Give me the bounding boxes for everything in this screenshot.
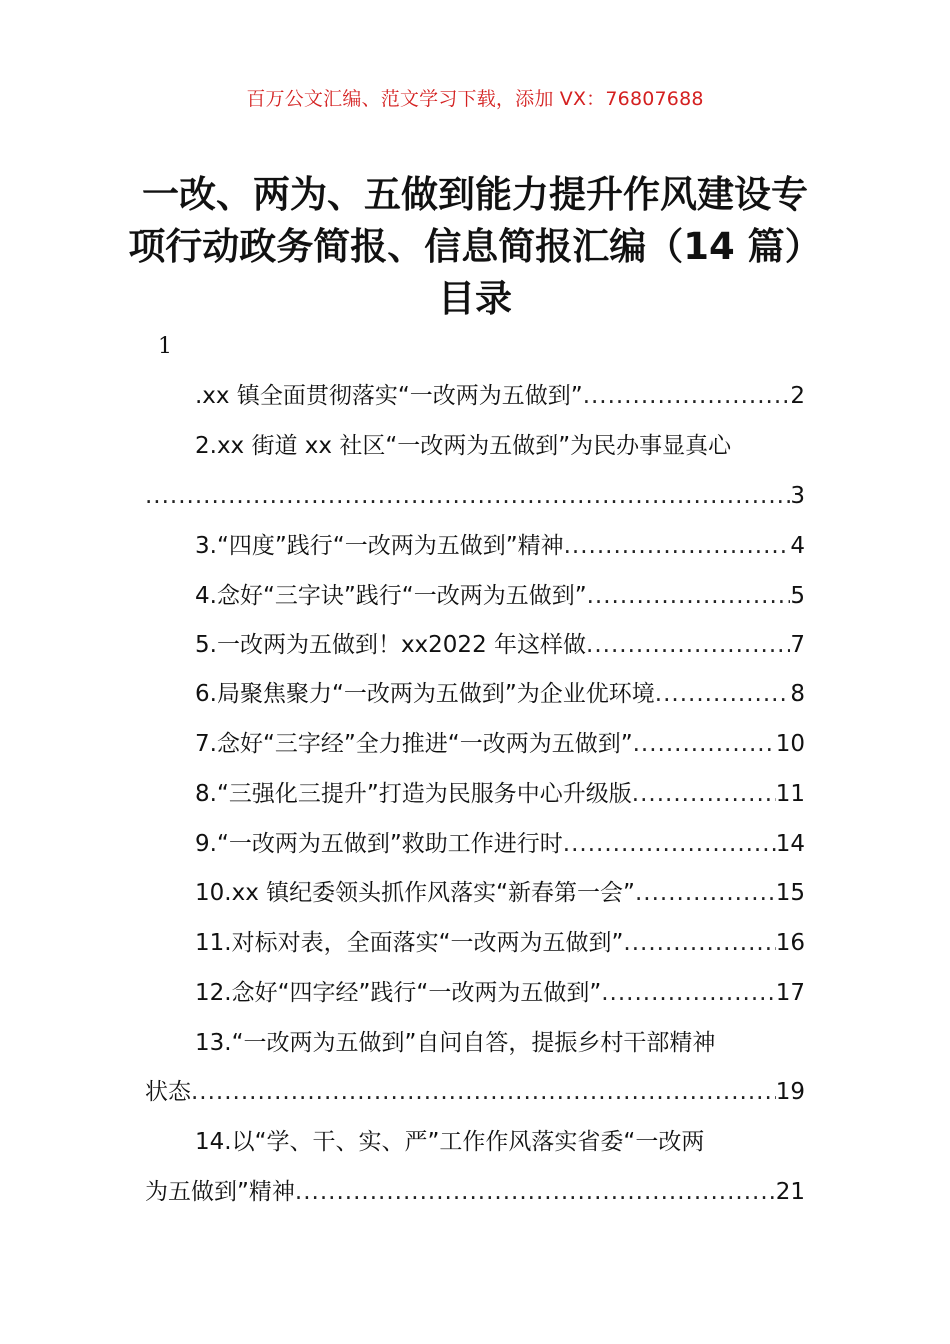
toc-entry-page: 7 xyxy=(790,632,805,658)
toc-entry[interactable] xyxy=(145,580,805,612)
toc-entry[interactable] xyxy=(145,977,805,1009)
toc-heading: 目录 xyxy=(438,277,512,320)
toc-entry-page: 8 xyxy=(790,681,805,707)
toc-entry[interactable] xyxy=(145,530,805,562)
toc-leader-dots xyxy=(587,580,791,612)
toc-leader-dots xyxy=(145,480,790,512)
toc-entry[interactable] xyxy=(145,678,805,710)
toc-entry-text: 10.xx 镇纪委领头抓作风落实“新春第一会” xyxy=(195,880,635,906)
toc-entry-page: 5 xyxy=(790,583,805,609)
toc-entry-text: 12.念好“四字经”践行“一改两为五做到” xyxy=(195,980,602,1006)
toc-entry[interactable] xyxy=(145,629,805,661)
toc-entry[interactable] xyxy=(145,728,805,760)
document-title-line-1: 一改、两为、五做到能力提升作风建设专 xyxy=(142,173,808,216)
toc-entry-text: .xx 镇全面贯彻落实“一改两为五做到” xyxy=(195,383,583,409)
toc-entry-page: 10 xyxy=(775,731,805,757)
toc-leader-dots xyxy=(564,530,791,562)
toc-entry[interactable] xyxy=(145,1027,805,1059)
toc-leader-dots xyxy=(633,728,776,760)
toc-leader-dots xyxy=(583,380,791,412)
toc-entry-text: 11.对标对表，全面落实“一改两为五做到” xyxy=(195,930,624,956)
toc-entry-page: 14 xyxy=(775,831,805,857)
toc-entry-page: 2 xyxy=(790,383,805,409)
toc-entry-page: 4 xyxy=(790,533,805,559)
toc-entry-continuation[interactable] xyxy=(145,1076,805,1108)
toc-entry-text-cont: 状态 xyxy=(145,1079,191,1105)
toc-entry-text: 2.xx 街道 xx 社区“一改两为五做到”为民办事显真心 xyxy=(195,433,732,459)
toc-entry-page: 21 xyxy=(775,1179,805,1205)
toc-leader-dots xyxy=(191,1076,776,1108)
document-title-line-2: 项行动政务简报、信息简报汇编（14 篇） xyxy=(128,225,822,268)
toc-entry[interactable] xyxy=(145,1126,805,1158)
header-banner: 百万公文汇编、范文学习下载，添加 VX：76807688 xyxy=(246,88,704,110)
toc-entry-text: 7.念好“三字经”全力推进“一改两为五做到” xyxy=(195,731,633,757)
toc-entry-text: 8.“三强化三提升”打造为民服务中心升级版 xyxy=(195,781,632,807)
toc-leader-dots xyxy=(295,1176,776,1208)
toc-leader-dots xyxy=(601,977,775,1009)
toc-entry-text: 4.念好“三字诀”践行“一改两为五做到” xyxy=(195,583,587,609)
toc-entry-page: 17 xyxy=(775,980,805,1006)
toc-entry-text: 3.“四度”践行“一改两为五做到”精神 xyxy=(195,533,564,559)
toc-entry[interactable] xyxy=(145,778,805,810)
toc-leader-dots xyxy=(586,629,790,661)
toc-entry[interactable] xyxy=(145,927,805,959)
toc-entry-text: 6.局聚焦聚力“一改两为五做到”为企业优环境 xyxy=(195,681,655,707)
toc-entry-page: 16 xyxy=(775,930,805,956)
page-marker: 1 xyxy=(158,334,172,359)
toc-entry[interactable] xyxy=(145,828,805,860)
toc-entry[interactable] xyxy=(145,380,805,412)
toc-leader-dots xyxy=(655,678,791,710)
toc-entry-text: 13.“一改两为五做到”自问自答，提振乡村干部精神 xyxy=(195,1030,716,1056)
toc-entry-continuation[interactable] xyxy=(145,480,805,512)
toc-entry-page: 15 xyxy=(775,880,805,906)
toc-leader-dots xyxy=(563,828,776,860)
toc-entry[interactable] xyxy=(145,430,805,462)
toc-entry-page: 11 xyxy=(775,781,805,807)
toc-entry-text: 5.一改两为五做到！xx2022 年这样做 xyxy=(195,632,587,658)
toc-entry-text: 9.“一改两为五做到”救助工作进行时 xyxy=(195,831,563,857)
toc-entry-text: 14.以“学、干、实、严”工作作风落实省委“一改两 xyxy=(195,1129,705,1155)
toc-entry-page: 3 xyxy=(790,483,805,509)
toc-leader-dots xyxy=(635,877,776,909)
toc-entry-text-cont: 为五做到”精神 xyxy=(145,1179,295,1205)
toc-entry-page: 19 xyxy=(775,1079,805,1105)
toc-entry-continuation[interactable] xyxy=(145,1176,805,1208)
toc-leader-dots xyxy=(632,778,776,810)
toc-entry[interactable] xyxy=(145,877,805,909)
toc-leader-dots xyxy=(623,927,775,959)
